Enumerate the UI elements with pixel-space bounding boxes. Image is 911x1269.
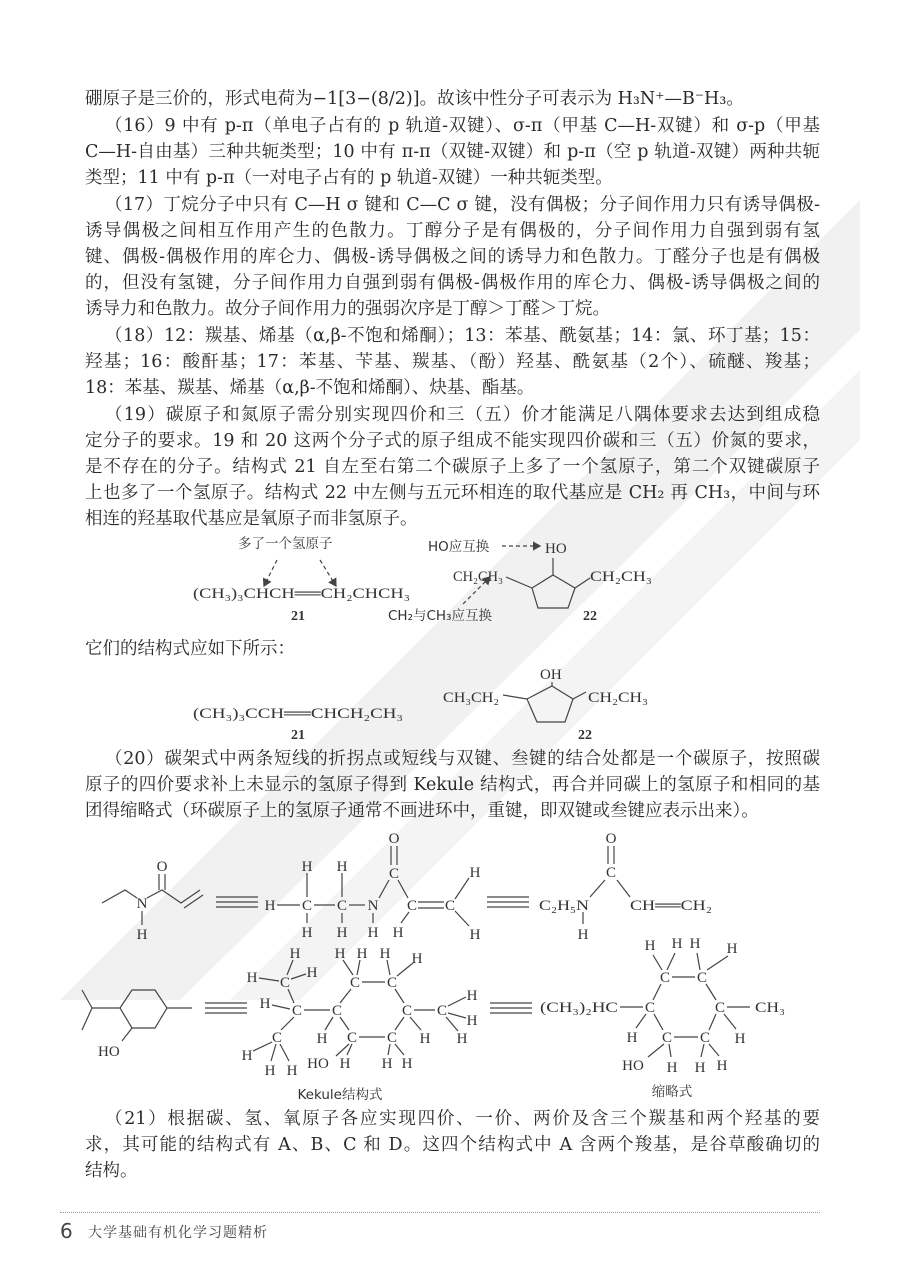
text-line: 类型；11 中有 p-π（一对电子占有的 p 轨道-双键）一种共轭类型。 <box>85 168 613 188</box>
atom-h: H <box>301 859 313 875</box>
bond <box>724 1014 736 1029</box>
text-line: （21）根据碳、氢、氧原子各应实现四价、一价、两价及含三个羰基和两个羟基的要 <box>105 1109 820 1129</box>
page-number: 6 <box>60 1219 73 1243</box>
bond <box>281 1017 294 1030</box>
atom-h: H <box>336 859 348 875</box>
bond <box>654 1014 663 1030</box>
isopropyl-group: (CH₃)₂HC <box>540 1000 618 1016</box>
left-ethyl-group: CH₂CH₃ <box>453 569 503 585</box>
kekule-caption: Kekule结构式 <box>297 1087 383 1103</box>
text-line: 是不存在的分子。结构式 21 自左至右第二个碳原子上多了一个氢原子，第二个双键碳原子 <box>85 457 821 477</box>
bond <box>271 1044 276 1061</box>
text-line: 原子的四价要求补上未显示的氢原子得到 Kekule 结构式，再合并同碳上的氢原子和相同的基 <box>85 775 820 795</box>
atom-c: C <box>386 975 398 991</box>
atom-n: N <box>367 898 379 914</box>
skeletal-bond <box>102 890 137 903</box>
atom-h: H <box>367 925 379 941</box>
atom-c: C <box>444 898 456 914</box>
skeletal-bond <box>82 990 92 1030</box>
atom-c: C <box>331 1003 343 1019</box>
atom-h: H <box>286 1063 298 1079</box>
text-line: （19）碳原子和氮原子需分别实现四价和三（五）价才能满足八隅体要求去达到组成稳 <box>105 405 820 425</box>
bond <box>648 1044 664 1057</box>
atom-c: C <box>346 1030 358 1046</box>
bond <box>446 1017 458 1031</box>
text-line: 求，其可能的结构式有 A、B、C 和 D。这四个结构式中 A 含两个羧基，是谷草酸确切的 <box>85 1135 820 1155</box>
label-21: 21 <box>291 728 305 743</box>
text-line: 团得缩略式（环碳原子上的氢原子通常不画进环中，重键，即双键或叁键应表示出来）。 <box>85 801 759 821</box>
atom-h: H <box>316 1031 328 1047</box>
ethylamine-group: C₂H₅N <box>539 898 590 914</box>
atom-h: H <box>577 927 589 943</box>
label-21: 21 <box>291 609 305 624</box>
atom-h: H <box>411 951 423 967</box>
menthol-structures <box>82 990 785 1103</box>
atom-c: C <box>291 1003 303 1019</box>
right-ethyl-group: CH₂CH₃ <box>590 569 652 585</box>
atom-c: C <box>659 970 671 986</box>
atom-h: H <box>694 1060 706 1076</box>
text-line: 它们的结构式应如下所示： <box>85 639 295 659</box>
atom-h: H <box>289 946 301 962</box>
bond <box>697 953 700 970</box>
text-line: C—H-自由基）三种共轭类型；10 中有 π-π（双键-双键）和 p-π（空 p 轨道-双键）两种共轭 <box>85 142 820 162</box>
atom-o: O <box>156 859 168 875</box>
text-line: 定分子的要求。19 和 20 这两个分子式的原子组成不能实现四价碳和三（五）价氮的要求， <box>85 431 820 451</box>
text-line: （17）丁烷分子中只有 C—H σ 键和 C—C σ 键，没有偶极；分子间作用力只有诱导偶极- <box>105 195 820 215</box>
vinyl-group: CH══CH₂ <box>630 898 712 914</box>
atom-h: H <box>306 965 318 981</box>
atom-h: H <box>401 1056 413 1072</box>
text-line: 上也多了一个氢原子。结构式 22 中左侧与五元环相连的取代基应是 CH₂ 再 CH₃，中间与环 <box>85 483 820 503</box>
hydroxyl-group: HO <box>98 1044 120 1060</box>
bond <box>395 1044 404 1055</box>
bond <box>395 989 404 1003</box>
atom-h: H <box>666 1060 678 1076</box>
atom-h: H <box>356 946 368 962</box>
bond <box>448 997 466 1006</box>
atom-c: C <box>386 1030 398 1046</box>
atom-h: H <box>644 938 656 954</box>
bond <box>287 960 293 975</box>
atom-c: C <box>301 898 313 914</box>
bond <box>410 1017 421 1030</box>
bond <box>707 956 728 970</box>
atom-c: C <box>271 1030 283 1046</box>
text-line: 结构。 <box>85 1161 138 1181</box>
text-line: （20）碳架式中两条短线的折拐点或短线与双键、叁键的结合处都是一个碳原子，按照碳 <box>105 749 820 769</box>
atom-h: H <box>716 1058 728 1074</box>
atom-c: C <box>279 975 291 991</box>
bond <box>455 878 469 899</box>
hydroxyl-group: HO <box>622 1058 644 1074</box>
oh-group: OH <box>540 667 562 683</box>
bond <box>291 974 306 979</box>
footer-divider <box>60 1212 820 1213</box>
bond <box>455 911 469 926</box>
atom-n: N <box>136 896 148 912</box>
text-line: 相连的羟基取代基应是氧原子而非氢原子。 <box>85 509 418 529</box>
atom-h: H <box>466 1013 478 1029</box>
skeletal-bond <box>147 890 200 903</box>
bond <box>709 1044 719 1056</box>
bond <box>706 984 716 1000</box>
atom-c: C <box>699 1030 711 1046</box>
bond <box>288 989 294 1003</box>
atom-h: H <box>136 927 148 943</box>
atom-h: H <box>726 941 738 957</box>
bond <box>636 1014 646 1028</box>
text-line: （18）12：羰基、烯基（α,β-不饱和烯酮）；13：苯基、酰氨基；14：氯、环丁基；15： <box>105 326 820 346</box>
atom-h: H <box>626 1030 638 1046</box>
atom-c: C <box>406 898 418 914</box>
book-title: 大学基础有机化学习题精析 <box>88 1225 268 1241</box>
text-line: 硼原子是三价的，形式电荷为−1[3−(8/2)]。故该中性分子可表示为 H₃N⁺—B⁻H₃。 <box>85 89 744 109</box>
atom-h: H <box>246 970 258 986</box>
methyl-group: CH₃ <box>755 1000 785 1016</box>
bond <box>398 880 408 898</box>
atom-h: H <box>336 925 348 941</box>
atom-c: C <box>349 975 361 991</box>
bond <box>325 1017 333 1030</box>
atom-h: H <box>456 1031 468 1047</box>
atom-h: H <box>392 925 404 941</box>
formula-21-correct: (CH₃)₃CCH══CHCH₂CH₃ <box>193 706 403 722</box>
atom-h: H <box>339 1056 351 1072</box>
atom-c: C <box>336 898 348 914</box>
atom-h: H <box>381 1056 393 1072</box>
bond <box>653 955 662 970</box>
bond <box>343 960 353 975</box>
atom-h: H <box>469 865 481 881</box>
label-22: 22 <box>583 609 597 624</box>
atom-h: H <box>379 946 391 962</box>
bond <box>272 1005 290 1009</box>
atom-h: H <box>264 898 276 914</box>
bond <box>397 963 413 976</box>
bond <box>387 960 390 975</box>
atom-c: C <box>436 1003 448 1019</box>
atom-c: C <box>661 1030 673 1046</box>
atom-c: C <box>605 865 617 881</box>
bond <box>667 953 675 970</box>
left-ethyl-group: CH₃CH₂ <box>443 690 499 706</box>
atom-h: H <box>469 927 481 943</box>
bond <box>379 880 389 898</box>
right-ethyl-group: CH₂CH₃ <box>588 690 648 706</box>
atom-h: H <box>301 925 313 941</box>
atom-o: O <box>388 831 400 847</box>
formula-21-incorrect: (CH₃)₃CHCH══CH₂CHCH₃ <box>193 586 410 602</box>
atom-h: H <box>264 1063 276 1079</box>
atom-h: H <box>334 946 346 962</box>
text-line: 诱导力和色散力。故分子间作用力的强弱次序是丁醇＞丁醛＞丁烷。 <box>85 299 610 319</box>
atom-o: O <box>605 831 617 847</box>
atom-h: H <box>241 1048 253 1064</box>
bond <box>280 1044 289 1061</box>
text-line: 键、偶极-偶极作用的库仑力、偶极-诱导偶极之间的诱导力和色散力。丁醛分子也是有偶极 <box>85 247 820 267</box>
ho-swap-note: HO应互换 <box>428 539 490 555</box>
atom-h: H <box>259 996 271 1012</box>
atom-h: H <box>734 1031 746 1047</box>
bond <box>448 1013 466 1018</box>
label-22: 22 <box>578 728 592 743</box>
text-line: 诱导偶极之间相互作用产生的色散力。丁醇分子是有偶极的，分子间作用力自强到弱有氢 <box>85 221 820 241</box>
text-line: （16）9 中有 p-π（单电子占有的 p 轨道-双键）、σ-π（甲基 C—H-双键）和 σ-p（甲基 <box>105 116 820 136</box>
dashed-arrow <box>264 560 277 586</box>
dashed-arrow <box>320 560 336 586</box>
atom-h: H <box>689 936 701 952</box>
text-line: 的，但没有氢键，分子间作用力自强到弱有偶极-偶极作用的库仑力、偶极-诱导偶极之间的 <box>85 273 820 293</box>
bond <box>709 1014 716 1030</box>
text-line: 18：苯基、羰基、烯基（α,β-不饱和烯酮）、炔基、酯基。 <box>85 378 535 398</box>
skeletal-ring <box>120 990 167 1028</box>
cyclopentane-ring <box>527 686 573 722</box>
bond <box>253 1042 272 1051</box>
condensed-caption: 缩略式 <box>651 1084 693 1100</box>
extra-hydrogen-note: 多了一个氢原子 <box>238 536 333 552</box>
ho-group: HO <box>545 541 567 557</box>
bond <box>401 912 409 923</box>
corrected-structures <box>193 667 648 743</box>
bond <box>395 1017 404 1030</box>
atom-h: H <box>671 936 683 952</box>
atom-h: H <box>466 988 478 1004</box>
atom-c: C <box>644 1000 656 1016</box>
atom-c: C <box>696 970 708 986</box>
cyclopentane-ring <box>532 575 575 608</box>
text-line: 羟基；16：酸酐基；17：苯基、苄基、羰基、（酚）羟基、酰氨基（2个）、硫醚、羧基； <box>85 352 820 372</box>
atom-c: C <box>401 1003 413 1019</box>
atom-h: H <box>419 1031 431 1047</box>
bond <box>653 984 661 1000</box>
atom-c: C <box>388 866 400 882</box>
bond <box>340 1017 349 1030</box>
bond <box>259 978 279 981</box>
incorrect-structures <box>193 536 652 624</box>
ch-swap-note: CH₂与CH₃应互换 <box>388 608 492 624</box>
atom-c: C <box>714 1000 726 1016</box>
bond <box>340 989 351 1003</box>
hydroxyl-group: HO <box>307 1056 329 1072</box>
bond <box>357 960 360 975</box>
